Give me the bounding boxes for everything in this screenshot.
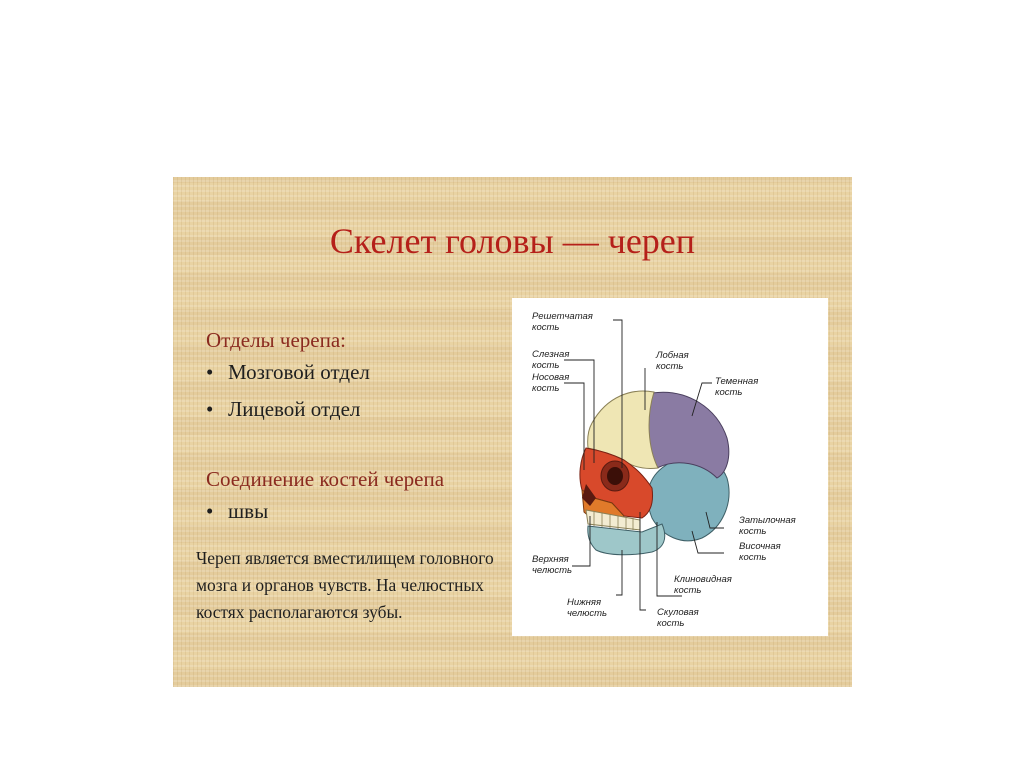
bullet-icon: • <box>206 499 214 523</box>
list-item-text: Лицевой отдел <box>228 397 361 421</box>
label-zygomatic-bone: Скуловая кость <box>657 607 699 629</box>
list-item <box>206 360 370 397</box>
label-lacrimal-bone: Слезная кость <box>532 349 570 371</box>
label-temporal-bone: Височная кость <box>739 541 781 563</box>
label-frontal-bone: Лобная кость <box>656 350 689 372</box>
list-item <box>206 499 268 536</box>
list-item-text: Мозговой отдел <box>228 360 370 384</box>
slide <box>173 177 852 687</box>
skull-diagram <box>512 298 828 636</box>
label-parietal-bone: Теменная кость <box>715 376 759 398</box>
list-item-text: швы <box>228 499 269 523</box>
bone-connection-list <box>206 499 268 536</box>
label-sphenoid-bone: Клиновидная кость <box>674 574 732 596</box>
skull-description: Череп является вместилищем головного мозга и органов чувств. На челюстных костях располагаются зубы. <box>196 548 494 622</box>
label-maxilla: Верхняя челюсть <box>532 554 573 576</box>
bone-connection-heading: Соединение костей черепа <box>206 467 445 491</box>
skull-divisions-heading: Отделы черепа: <box>206 328 347 352</box>
bullet-icon: • <box>206 360 214 384</box>
label-ethmoid-bone: Решетчатая кость <box>532 311 593 333</box>
label-nasal-bone: Носовая кость <box>532 372 570 394</box>
label-mandible: Нижняя челюсть <box>567 597 608 619</box>
bullet-icon: • <box>206 397 214 421</box>
skull-divisions-list <box>206 360 370 434</box>
label-occipital-bone: Затылочная кость <box>739 515 796 537</box>
list-item <box>206 397 370 434</box>
slide-title: Скелет головы — череп <box>329 221 696 261</box>
